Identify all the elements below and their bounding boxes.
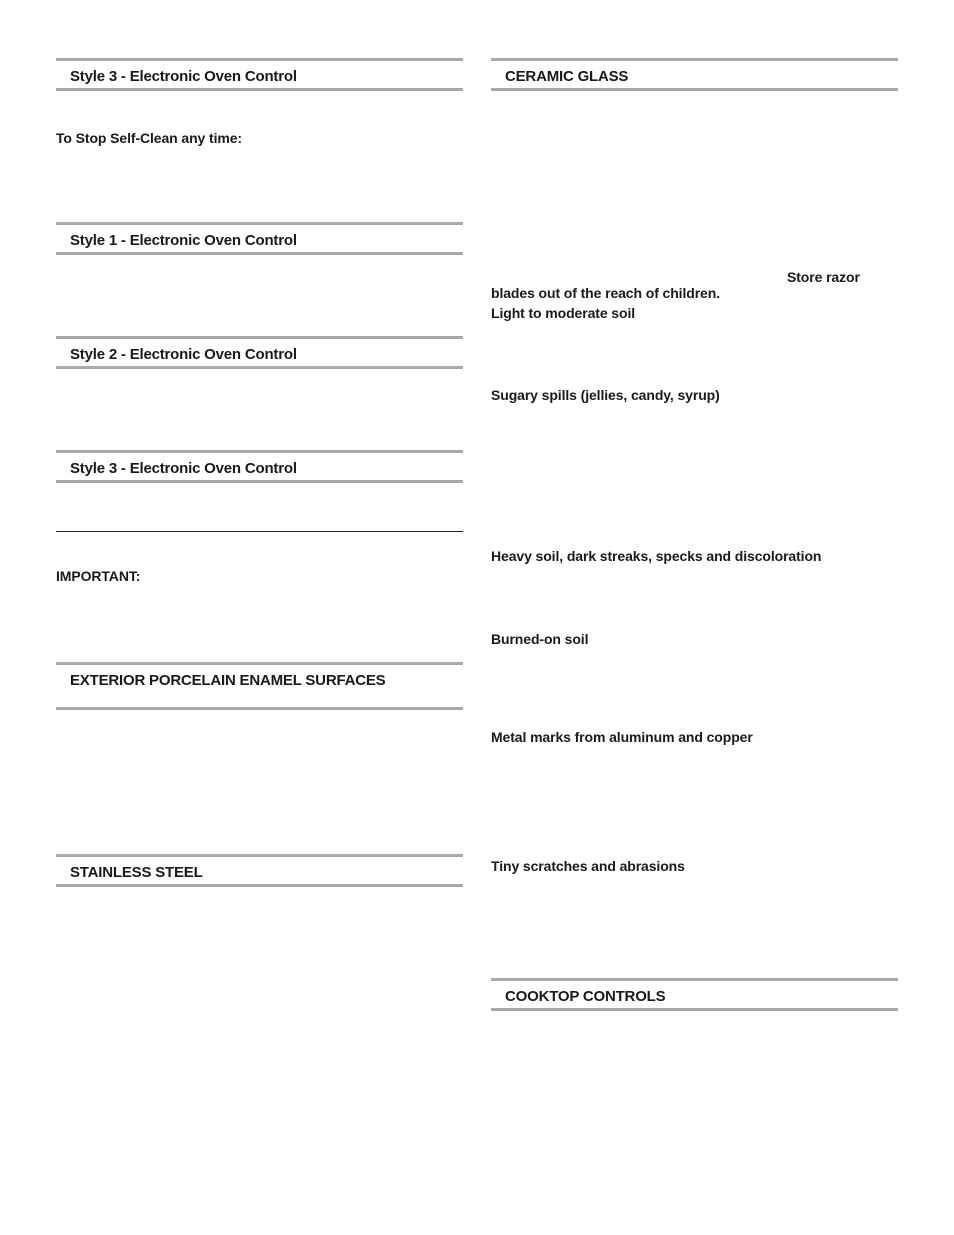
razor-blades-warning: blades out of the reach of children. bbox=[491, 285, 720, 301]
store-razor-text: Store razor bbox=[787, 269, 860, 285]
stop-self-clean-label: To Stop Self-Clean any time: bbox=[56, 130, 242, 146]
section-title: Style 1 - Electronic Oven Control bbox=[70, 232, 297, 249]
section-header-cooktop-controls bbox=[491, 978, 898, 1011]
tiny-scratches-label: Tiny scratches and abrasions bbox=[491, 858, 685, 874]
light-soil-label: Light to moderate soil bbox=[491, 305, 636, 321]
section-header-style1 bbox=[56, 222, 463, 255]
section-title: STAINLESS STEEL bbox=[70, 864, 203, 881]
metal-marks-label: Metal marks from aluminum and copper bbox=[491, 729, 753, 745]
section-header-style2 bbox=[56, 336, 463, 369]
section-header-exterior-porcelain bbox=[56, 662, 463, 710]
divider bbox=[56, 531, 463, 532]
section-title: Style 3 - Electronic Oven Control bbox=[70, 68, 297, 85]
section-title: CERAMIC GLASS bbox=[505, 68, 629, 85]
sugary-spills-label: Sugary spills (jellies, candy, syrup) bbox=[491, 387, 720, 403]
section-title: Style 3 - Electronic Oven Control bbox=[70, 460, 297, 477]
heavy-soil-label: Heavy soil, dark streaks, specks and discoloration bbox=[491, 548, 822, 564]
section-header-ceramic-glass bbox=[491, 58, 898, 91]
section-title: COOKTOP CONTROLS bbox=[505, 988, 666, 1005]
section-title: EXTERIOR PORCELAIN ENAMEL SURFACES bbox=[70, 672, 386, 689]
section-header-style3-top bbox=[56, 58, 463, 91]
section-header-style3-bottom bbox=[56, 450, 463, 483]
important-label: IMPORTANT: bbox=[56, 568, 141, 584]
section-title: Style 2 - Electronic Oven Control bbox=[70, 346, 297, 363]
burned-on-soil-label: Burned-on soil bbox=[491, 631, 589, 647]
section-header-stainless-steel bbox=[56, 854, 463, 887]
